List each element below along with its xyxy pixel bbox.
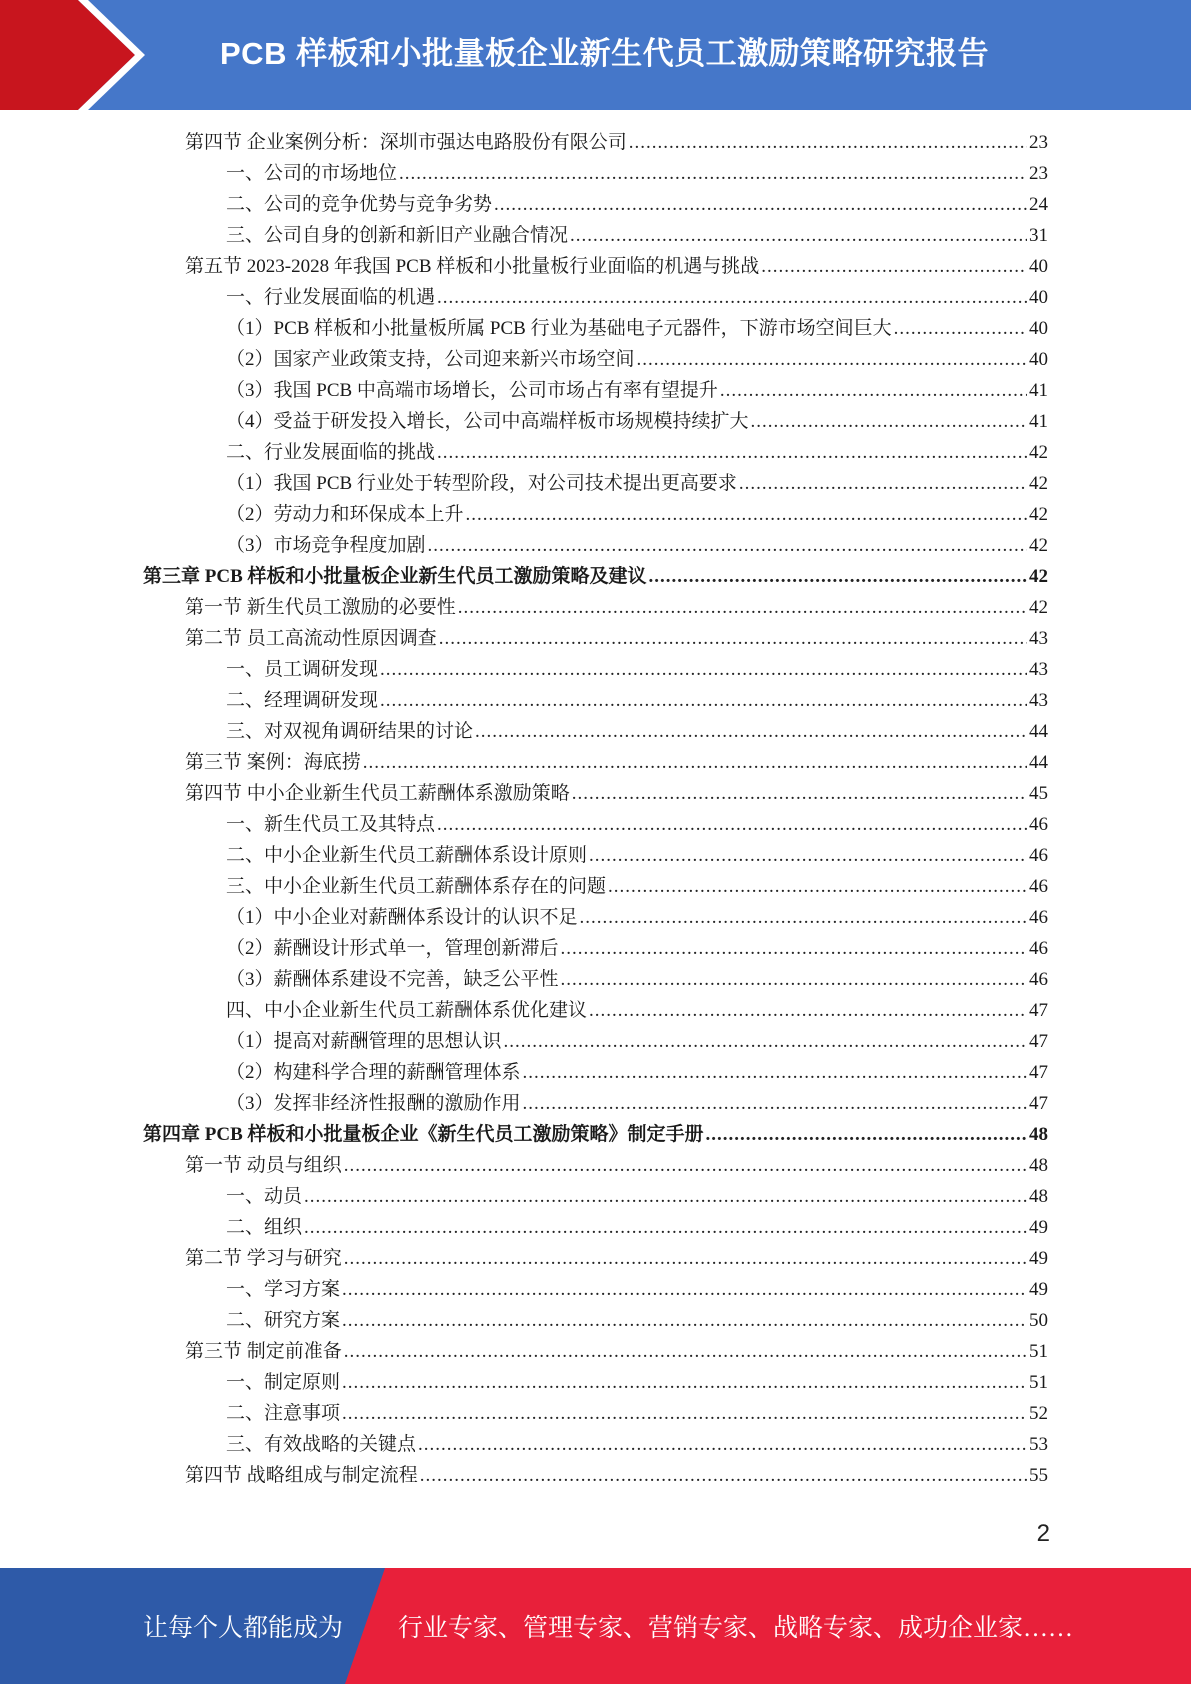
toc-dot-leader <box>504 1026 1027 1057</box>
toc-entry[interactable] <box>226 716 1048 747</box>
toc-entry[interactable] <box>226 189 1048 220</box>
toc-dot-leader <box>561 964 1027 995</box>
toc-entry-page: 47 <box>1029 1093 1048 1114</box>
red-arrow-icon <box>0 0 150 110</box>
toc-dot-leader <box>580 902 1027 933</box>
toc-entry[interactable] <box>143 1119 1048 1150</box>
toc-entry-title: （2）劳动力和环保成本上升 <box>226 504 464 525</box>
toc-entry-page: 48 <box>1029 1124 1048 1145</box>
toc-entry[interactable] <box>226 282 1048 313</box>
toc-entry-title: 二、经理调研发现 <box>226 690 379 711</box>
toc-dot-leader <box>437 809 1027 840</box>
toc-dot-leader <box>720 375 1027 406</box>
toc-entry[interactable] <box>226 1212 1048 1243</box>
toc-entry[interactable] <box>226 871 1048 902</box>
toc-entry-title: 第二节 员工高流动性原因调查 <box>185 628 437 649</box>
toc-entry-page: 43 <box>1029 628 1048 649</box>
toc-entry-title: 一、员工调研发现 <box>226 659 379 680</box>
toc-entry-title: （1）中小企业对薪酬体系设计的认识不足 <box>226 907 578 928</box>
toc-entry-title: 第一节 动员与组织 <box>185 1155 342 1176</box>
toc-dot-leader <box>739 468 1027 499</box>
toc-entry[interactable] <box>185 623 1048 654</box>
toc-entry-page: 46 <box>1029 969 1048 990</box>
toc-entry[interactable] <box>226 406 1048 437</box>
toc-dot-leader <box>437 282 1027 313</box>
toc-entry-page: 44 <box>1029 721 1048 742</box>
toc-dot-leader <box>380 685 1027 716</box>
toc-entry-title: 一、动员 <box>226 1186 303 1207</box>
toc-entry[interactable] <box>226 499 1048 530</box>
toc-dot-leader <box>523 1088 1027 1119</box>
toc-entry[interactable] <box>226 1305 1048 1336</box>
toc-dot-leader <box>572 778 1027 809</box>
toc-dot-leader <box>649 561 1027 592</box>
toc-entry[interactable] <box>185 1336 1048 1367</box>
toc-entry-title: （2）国家产业政策支持，公司迎来新兴市场空间 <box>226 349 635 370</box>
toc-dot-leader <box>344 1336 1027 1367</box>
toc-dot-leader <box>561 933 1027 964</box>
report-title: PCB 样板和小批量板企业新生代员工激励策略研究报告 <box>220 36 990 71</box>
toc-entry-title: （3）市场竞争程度加剧 <box>226 535 426 556</box>
toc-entry-page: 42 <box>1029 535 1048 556</box>
toc-dot-leader <box>342 1367 1027 1398</box>
toc-entry[interactable] <box>185 747 1048 778</box>
toc-entry[interactable] <box>226 1057 1048 1088</box>
toc-entry[interactable] <box>226 1181 1048 1212</box>
toc-dot-leader <box>437 437 1027 468</box>
toc-dot-leader <box>304 1181 1027 1212</box>
toc-entry-page: 42 <box>1029 473 1048 494</box>
toc-entry-page: 44 <box>1029 752 1048 773</box>
toc-entry-title: （2）薪酬设计形式单一，管理创新滞后 <box>226 938 559 959</box>
toc-entry-page: 43 <box>1029 690 1048 711</box>
toc-entry-title: （1）我国 PCB 行业处于转型阶段，对公司技术提出更高要求 <box>226 473 737 494</box>
toc-entry-page: 47 <box>1029 1000 1048 1021</box>
toc-entry[interactable] <box>185 251 1048 282</box>
toc-entry-page: 42 <box>1029 442 1048 463</box>
toc-entry[interactable] <box>226 530 1048 561</box>
toc-entry[interactable] <box>226 1274 1048 1305</box>
toc-entry-title: 三、有效战略的关键点 <box>226 1434 417 1455</box>
toc-entry[interactable] <box>226 437 1048 468</box>
toc-entry-page: 41 <box>1029 411 1048 432</box>
toc-dot-leader <box>363 747 1027 778</box>
toc-entry-page: 23 <box>1029 132 1048 153</box>
toc-entry-title: （3）我国 PCB 中高端市场增长，公司市场占有率有望提升 <box>226 380 718 401</box>
toc-entry-title: 一、公司的市场地位 <box>226 163 398 184</box>
toc-entry-title: 第四章 PCB 样板和小批量板企业《新生代员工激励策略》制定手册 <box>143 1124 704 1145</box>
toc-entry-page: 52 <box>1029 1403 1048 1424</box>
toc-entry-title: 第三节 案例：海底捞 <box>185 752 361 773</box>
toc-entry-title: 三、中小企业新生代员工薪酬体系存在的问题 <box>226 876 607 897</box>
toc-entry-page: 47 <box>1029 1031 1048 1052</box>
toc-dot-leader <box>399 158 1027 189</box>
toc-dot-leader <box>342 1398 1027 1429</box>
toc-entry-title: 一、行业发展面临的机遇 <box>226 287 436 308</box>
toc-entry-page: 41 <box>1029 380 1048 401</box>
toc-entry-page: 48 <box>1029 1186 1048 1207</box>
toc-dot-leader <box>523 1057 1027 1088</box>
toc-dot-leader <box>420 1460 1027 1491</box>
toc-entry-title: 三、对双视角调研结果的讨论 <box>226 721 474 742</box>
toc-entry[interactable] <box>226 995 1048 1026</box>
toc-dot-leader <box>494 189 1027 220</box>
toc-entry-page: 46 <box>1029 938 1048 959</box>
toc-entry-title: 一、制定原则 <box>226 1372 341 1393</box>
toc-entry[interactable] <box>226 1398 1048 1429</box>
toc-entry[interactable] <box>226 685 1048 716</box>
toc-entry-page: 46 <box>1029 876 1048 897</box>
toc-entry-title: 一、学习方案 <box>226 1279 341 1300</box>
toc-entry[interactable] <box>226 468 1048 499</box>
toc-dot-leader <box>637 344 1027 375</box>
toc-entry-page: 47 <box>1029 1062 1048 1083</box>
toc-dot-leader <box>761 251 1027 282</box>
toc-dot-leader <box>475 716 1027 747</box>
toc-entry-title: 二、组织 <box>226 1217 303 1238</box>
toc-dot-leader <box>342 1305 1027 1336</box>
toc-entry[interactable] <box>226 158 1048 189</box>
toc-dot-leader <box>380 654 1027 685</box>
toc-dot-leader <box>344 1243 1027 1274</box>
toc-entry-page: 24 <box>1029 194 1048 215</box>
toc-dot-leader <box>466 499 1027 530</box>
toc-dot-leader <box>458 592 1027 623</box>
toc-entry-page: 49 <box>1029 1248 1048 1269</box>
toc-dot-leader <box>342 1274 1027 1305</box>
toc-entry-page: 46 <box>1029 845 1048 866</box>
toc-entry-page: 42 <box>1029 597 1048 618</box>
toc-entry-title: （2）构建科学合理的薪酬管理体系 <box>226 1062 521 1083</box>
toc-entry-page: 42 <box>1029 504 1048 525</box>
toc-entry[interactable] <box>226 964 1048 995</box>
toc-entry-title: 二、注意事项 <box>226 1403 341 1424</box>
toc-entry-page: 40 <box>1029 349 1048 370</box>
toc-entry-page: 51 <box>1029 1372 1048 1393</box>
toc-entry-page: 53 <box>1029 1434 1048 1455</box>
footer-banner <box>0 1568 1191 1684</box>
toc-entry[interactable] <box>226 654 1048 685</box>
toc-entry-title: 第四节 战略组成与制定流程 <box>185 1465 418 1486</box>
toc-entry-title: 二、中小企业新生代员工薪酬体系设计原则 <box>226 845 588 866</box>
toc-entry-page: 42 <box>1029 566 1048 587</box>
toc-entry-page: 43 <box>1029 659 1048 680</box>
toc-dot-leader <box>589 840 1027 871</box>
toc-entry-title: （3）薪酬体系建设不完善，缺乏公平性 <box>226 969 559 990</box>
toc-entry-title: 第四节 企业案例分析：深圳市强达电路股份有限公司 <box>185 132 627 153</box>
toc-entry-title: 第五节 2023-2028 年我国 PCB 样板和小批量板行业面临的机遇与挑战 <box>185 256 760 277</box>
toc-entry-title: 三、公司自身的创新和新旧产业融合情况 <box>226 225 569 246</box>
toc-entry-page: 49 <box>1029 1279 1048 1300</box>
toc-entry[interactable] <box>226 1088 1048 1119</box>
page-number: 2 <box>1036 1520 1050 1547</box>
toc-entry-title: 二、公司的竞争优势与竞争劣势 <box>226 194 493 215</box>
toc-dot-leader <box>751 406 1027 437</box>
toc-dot-leader <box>428 530 1027 561</box>
toc-entry-page: 46 <box>1029 907 1048 928</box>
toc-entry[interactable] <box>226 902 1048 933</box>
footer-slogan: 让每个人都能成为 <box>143 1615 344 1642</box>
toc-entry[interactable] <box>226 840 1048 871</box>
toc-dot-leader <box>629 127 1027 158</box>
toc-entry[interactable] <box>226 313 1048 344</box>
toc-entry-page: 48 <box>1029 1155 1048 1176</box>
toc-entry-page: 51 <box>1029 1341 1048 1362</box>
toc-entry[interactable] <box>185 1460 1048 1491</box>
toc-dot-leader <box>706 1119 1027 1150</box>
toc-dot-leader <box>894 313 1027 344</box>
toc-entry[interactable] <box>226 375 1048 406</box>
toc-entry[interactable] <box>185 778 1048 809</box>
header-banner <box>0 0 1191 110</box>
toc-entry-page: 40 <box>1029 256 1048 277</box>
toc-dot-leader <box>418 1429 1027 1460</box>
toc-entry[interactable] <box>226 933 1048 964</box>
toc-entry-page: 46 <box>1029 814 1048 835</box>
toc-entry[interactable] <box>185 1243 1048 1274</box>
toc-entry[interactable] <box>226 1367 1048 1398</box>
toc-entry[interactable] <box>226 1429 1048 1460</box>
toc-entry-title: （1）提高对薪酬管理的思想认识 <box>226 1031 502 1052</box>
toc-entry-page: 45 <box>1029 783 1048 804</box>
toc-entry-title: （4）受益于研发投入增长，公司中高端样板市场规模持续扩大 <box>226 411 749 432</box>
toc-entry[interactable] <box>185 592 1048 623</box>
toc-entry-page: 55 <box>1029 1465 1048 1486</box>
toc-entry-page: 40 <box>1029 318 1048 339</box>
toc-entry-title: 四、中小企业新生代员工薪酬体系优化建议 <box>226 1000 588 1021</box>
footer-roles: 行业专家、管理专家、营销专家、战略专家、成功企业家…… <box>398 1615 1074 1642</box>
toc-dot-leader <box>570 220 1027 251</box>
toc-entry-title: 一、新生代员工及其特点 <box>226 814 436 835</box>
toc-entry-title: （3）发挥非经济性报酬的激励作用 <box>226 1093 521 1114</box>
toc-dot-leader <box>304 1212 1027 1243</box>
toc-entry[interactable] <box>143 561 1048 592</box>
toc-dot-leader <box>608 871 1027 902</box>
toc-dot-leader <box>439 623 1027 654</box>
toc-entry-title: 第三章 PCB 样板和小批量板企业新生代员工激励策略及建议 <box>143 566 647 587</box>
toc-entry-title: 二、研究方案 <box>226 1310 341 1331</box>
toc-entry-page: 31 <box>1029 225 1048 246</box>
toc-entry[interactable] <box>226 809 1048 840</box>
toc-entry-page: 50 <box>1029 1310 1048 1331</box>
toc-entry-title: 第二节 学习与研究 <box>185 1248 342 1269</box>
toc-entry-page: 40 <box>1029 287 1048 308</box>
toc-entry[interactable] <box>226 1026 1048 1057</box>
toc-entry-title: 第三节 制定前准备 <box>185 1341 342 1362</box>
toc-entry-title: 第四节 中小企业新生代员工薪酬体系激励策略 <box>185 783 570 804</box>
toc-entry[interactable] <box>185 1150 1048 1181</box>
toc-entry-title: （1）PCB 样板和小批量板所属 PCB 行业为基础电子元器件，下游市场空间巨大 <box>226 318 892 339</box>
toc-entry-title: 二、行业发展面临的挑战 <box>226 442 436 463</box>
toc-entry-title: 第一节 新生代员工激励的必要性 <box>185 597 456 618</box>
toc-entry-page: 23 <box>1029 163 1048 184</box>
toc-entry-page: 49 <box>1029 1217 1048 1238</box>
toc-entry[interactable] <box>185 127 1048 158</box>
toc-dot-leader <box>589 995 1027 1026</box>
toc-dot-leader <box>344 1150 1027 1181</box>
toc-entry[interactable] <box>226 220 1048 251</box>
toc-entry[interactable] <box>226 344 1048 375</box>
